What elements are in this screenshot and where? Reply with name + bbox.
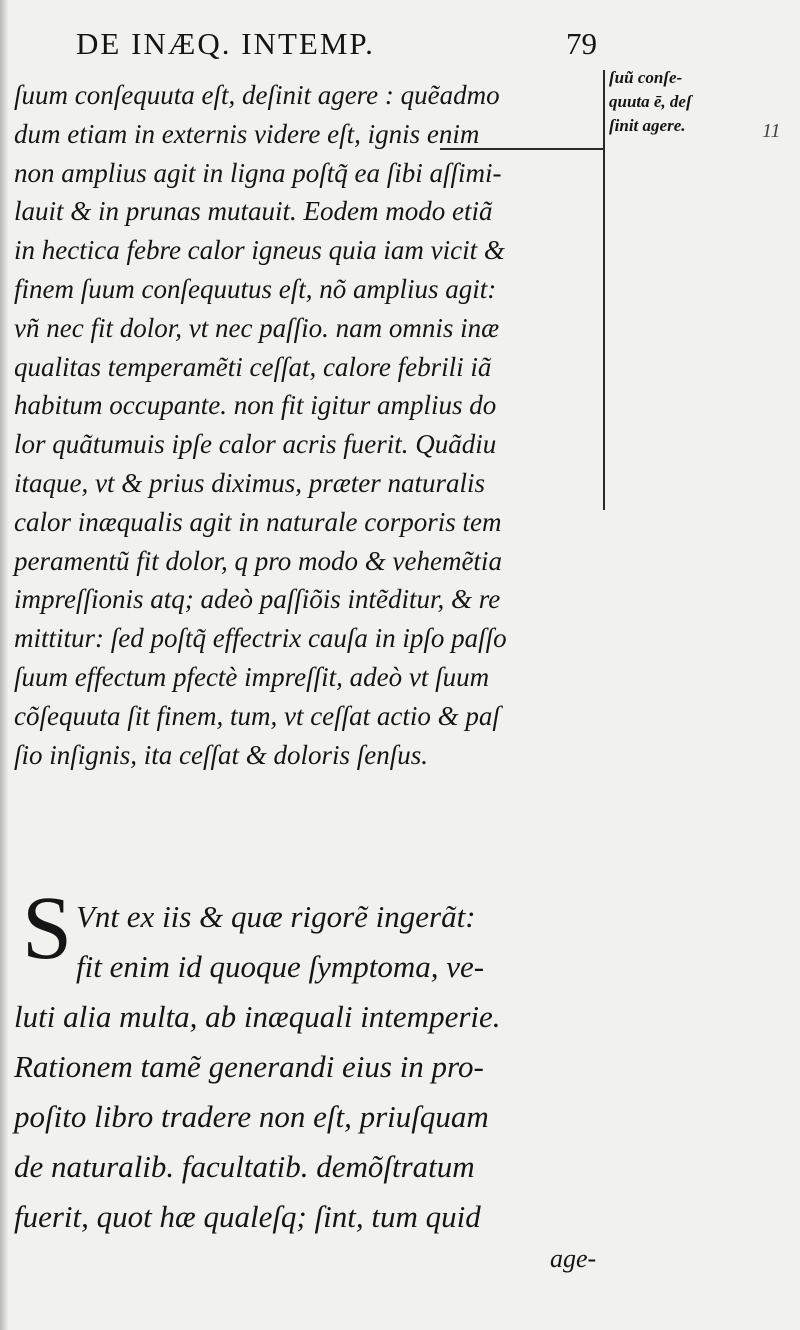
text-line: fit enim id quoque ſymptoma, ve- bbox=[76, 949, 485, 984]
text-line: in hectica febre calor igneus quia iam vicit & bbox=[14, 235, 505, 266]
text-line: poſito libro tradere non eſt, priuſquam bbox=[14, 1099, 489, 1134]
text-line: cõſequuta ſit finem, tum, vt ceſſat actio & paſ bbox=[14, 700, 500, 731]
text-line: mittitur: ſed poſtq̃ effectrix cauſa in ipſo paſſo bbox=[14, 623, 507, 654]
text-line: calor inæqualis agit in naturale corporis tem bbox=[14, 506, 502, 537]
text-line: non amplius agit in ligna poſtq̃ ea ſibi aſſimi- bbox=[14, 157, 502, 188]
body-paragraph-1 bbox=[14, 76, 614, 774]
running-head: DE INÆQ. INTEMP. bbox=[76, 26, 375, 61]
page-number: 79 bbox=[566, 26, 597, 61]
text-line: Vnt ex iis & quæ rigorẽ ingerãt: bbox=[76, 899, 476, 934]
marginal-note bbox=[609, 66, 749, 138]
text-line: ſio inſignis, ita ceſſat & doloris ſenſus. bbox=[14, 739, 429, 770]
text-line: ſuum conſequuta eſt, deſinit agere : quẽadmo bbox=[14, 80, 500, 110]
text-line: impreſſionis atq; adeò paſſiõis intẽditur, & re bbox=[14, 584, 501, 615]
drop-cap: S bbox=[22, 879, 73, 978]
page-gutter-shadow bbox=[0, 0, 8, 1330]
text-line: Rationem tamẽ generandi eius in pro- bbox=[14, 1049, 484, 1084]
text-line: habitum occupante. non fit igitur amplius do bbox=[14, 390, 497, 421]
text-line: dum etiam in externis videre eſt, ignis enim bbox=[14, 118, 480, 149]
body-paragraph-2 bbox=[14, 892, 624, 1242]
pencil-annotation: 11 bbox=[762, 120, 781, 142]
text-line: ſuum effectum pfectè impreſſit, adeò vt ſuum bbox=[14, 661, 490, 692]
text-line: finem ſuum conſequutus eſt, nõ amplius agit: bbox=[14, 273, 497, 304]
text-line: fuerit, quot hæ qualeſq; ſint, tum quid bbox=[14, 1199, 481, 1234]
text-line: vñ nec fit dolor, vt nec paſſio. nam omnis inæ bbox=[14, 312, 500, 343]
text-line: peramentũ fit dolor, q pro modo & vehemẽtia bbox=[14, 545, 502, 576]
text-line: luti alia multa, ab inæquali intemperie. bbox=[14, 999, 501, 1034]
catchword: age- bbox=[550, 1244, 597, 1273]
marginal-note-line: ſuũ conſe- bbox=[609, 68, 683, 87]
marginal-note-line: quuta ē, deſ bbox=[609, 92, 692, 111]
text-line: de naturalib. facultatib. demõſtratum bbox=[14, 1149, 475, 1184]
text-line: lor quãtumuis ipſe calor acris fuerit. Quãdiu bbox=[14, 429, 497, 460]
text-line: lauit & in prunas mutauit. Eodem modo etiã bbox=[14, 196, 493, 227]
text-line: itaque, vt & prius diximus, præter naturalis bbox=[14, 467, 486, 498]
marginal-note-line: ſinit agere. bbox=[609, 116, 686, 135]
text-line: qualitas temperamẽti ceſſat, calore febrili iã bbox=[14, 351, 492, 382]
